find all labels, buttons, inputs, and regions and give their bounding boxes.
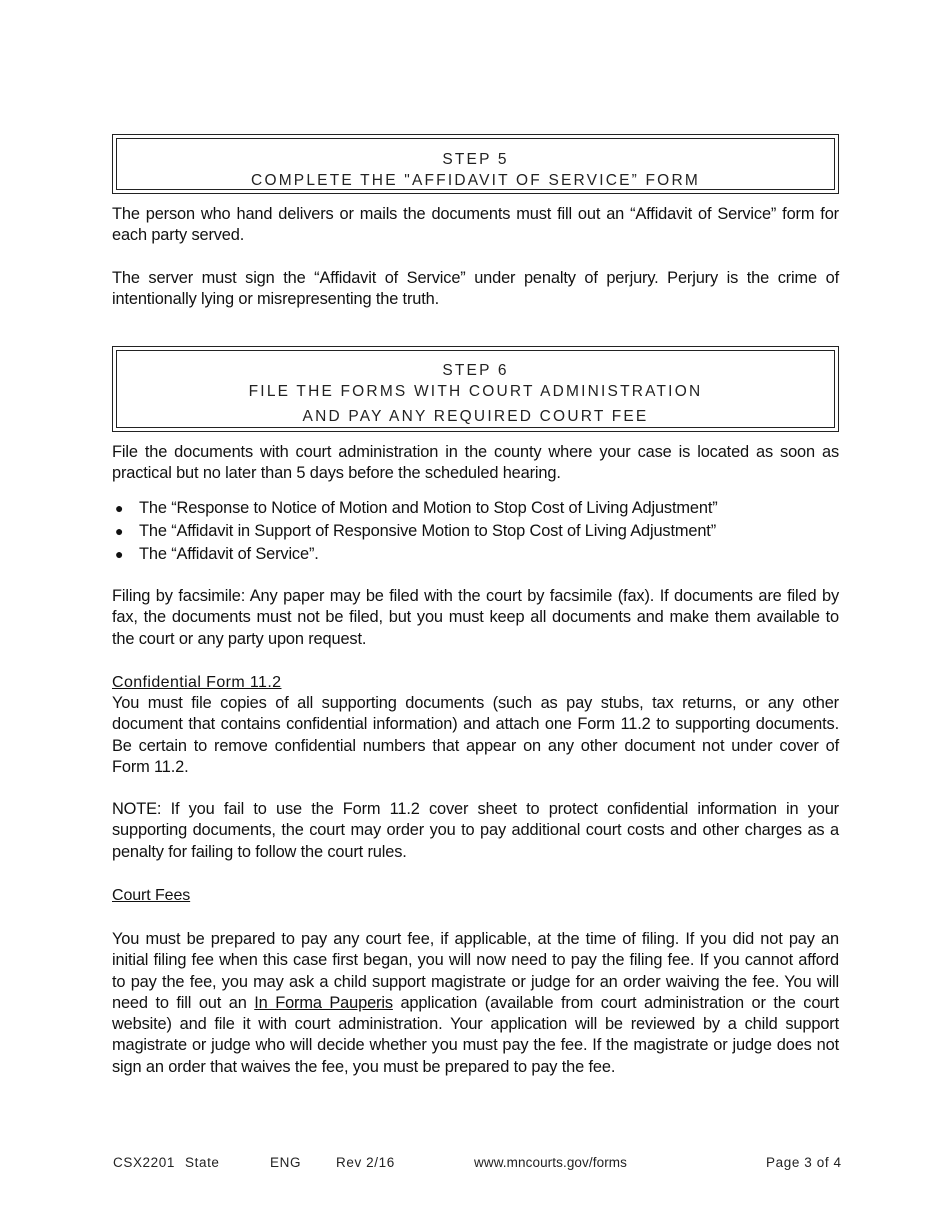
court-fees-text-part2: application (available from court administration or the court website) and file it with court administration. Your application will be reviewed by a child support magistrate or judge who will decide whether you must pay the fee. If the magistrate or judge does not sign an order that waives the fee, you must be prepared to pay the fee.	[112, 993, 839, 1076]
list-item	[112, 497, 839, 520]
court-fees-paragraph	[112, 929, 839, 1078]
step5-title: COMPLETE THE "AFFIDAVIT OF SERVICE” FORM	[251, 172, 700, 189]
list-item-text: The “Affidavit in Support of Responsive Motion to Stop Cost of Living Adjustment”	[139, 521, 717, 540]
confidential-form-paragraph: You must file copies of all supporting documents (such as pay stubs, tax returns, or any other document that contains confidential information) and attach one Form 11.2 to supporting documents. Be certain to remove confidential numbers that appear on any other document not under cover of Form 11.2.	[112, 694, 839, 776]
note-paragraph: NOTE: If you fail to use the Form 11.2 cover sheet to protect confidential information in your supporting documents, the court may order you to pay additional court costs and other charges as a penalty for failing to follow the court rules.	[112, 800, 839, 861]
fax-filing-paragraph: Filing by facsimile: Any paper may be filed with the court by facsimile (fax). If documents are filed by fax, the documents must not be filed, but you must keep all documents and make them available to the court or any party upon request.	[112, 587, 839, 648]
step5-number: STEP 5	[442, 151, 509, 168]
documents-bullet-list	[112, 497, 839, 565]
step6-title-line2: AND PAY ANY REQUIRED COURT FEE	[302, 408, 649, 425]
list-item-text: The “Response to Notice of Motion and Motion to Stop Cost of Living Adjustment”	[139, 499, 718, 517]
footer-page-number: Page 3 of 4	[766, 1155, 842, 1170]
footer-website: www.mncourts.gov/forms	[474, 1155, 627, 1170]
step6-title-line1: FILE THE FORMS WITH COURT ADMINISTRATION	[248, 383, 703, 400]
court-fees-heading: Court Fees	[112, 887, 191, 904]
list-item	[112, 520, 839, 543]
step6-header-box	[112, 346, 839, 432]
step5-paragraph-1: The person who hand delivers or mails the documents must fill out an “Affidavit of Service” form for each party served.	[112, 205, 839, 245]
footer-jurisdiction: State	[185, 1155, 220, 1170]
bullet-icon: ●	[115, 500, 124, 516]
footer-language: ENG	[270, 1155, 302, 1170]
list-item	[112, 543, 839, 566]
step5-header-box	[112, 134, 839, 194]
court-fees-text-part1: You must be prepared to pay any court fee, if applicable, at the time of filing. If you did not pay an initial filing fee when this case first began, you will now need to pay the filing fee. If you cannot afford to pay the fee, you may ask a child support magistrate or judge for an order waiving the fee. You will need to fill out an	[112, 930, 839, 1012]
in-forma-pauperis-term: In Forma Pauperis	[254, 993, 393, 1012]
bullet-icon: ●	[115, 545, 124, 562]
step5-paragraph-2: The server must sign the “Affidavit of Service” under penalty of perjury. Perjury is the crime of intentionally lying or misrepresenting the truth.	[112, 269, 839, 309]
bullet-icon: ●	[115, 522, 124, 539]
confidential-form-heading: Confidential Form 11.2	[112, 674, 282, 691]
step6-intro: File the documents with court administration in the county where your case is located as soon as practical but no later than 5 days before the scheduled hearing.	[112, 443, 839, 483]
footer-revision: Rev 2/16	[336, 1155, 395, 1170]
list-item-text: The “Affidavit of Service”.	[139, 544, 319, 563]
step6-header-inner	[116, 350, 835, 428]
step5-header-inner	[116, 138, 835, 190]
footer-form-code: CSX2201	[113, 1155, 175, 1170]
step6-number: STEP 6	[442, 362, 509, 379]
